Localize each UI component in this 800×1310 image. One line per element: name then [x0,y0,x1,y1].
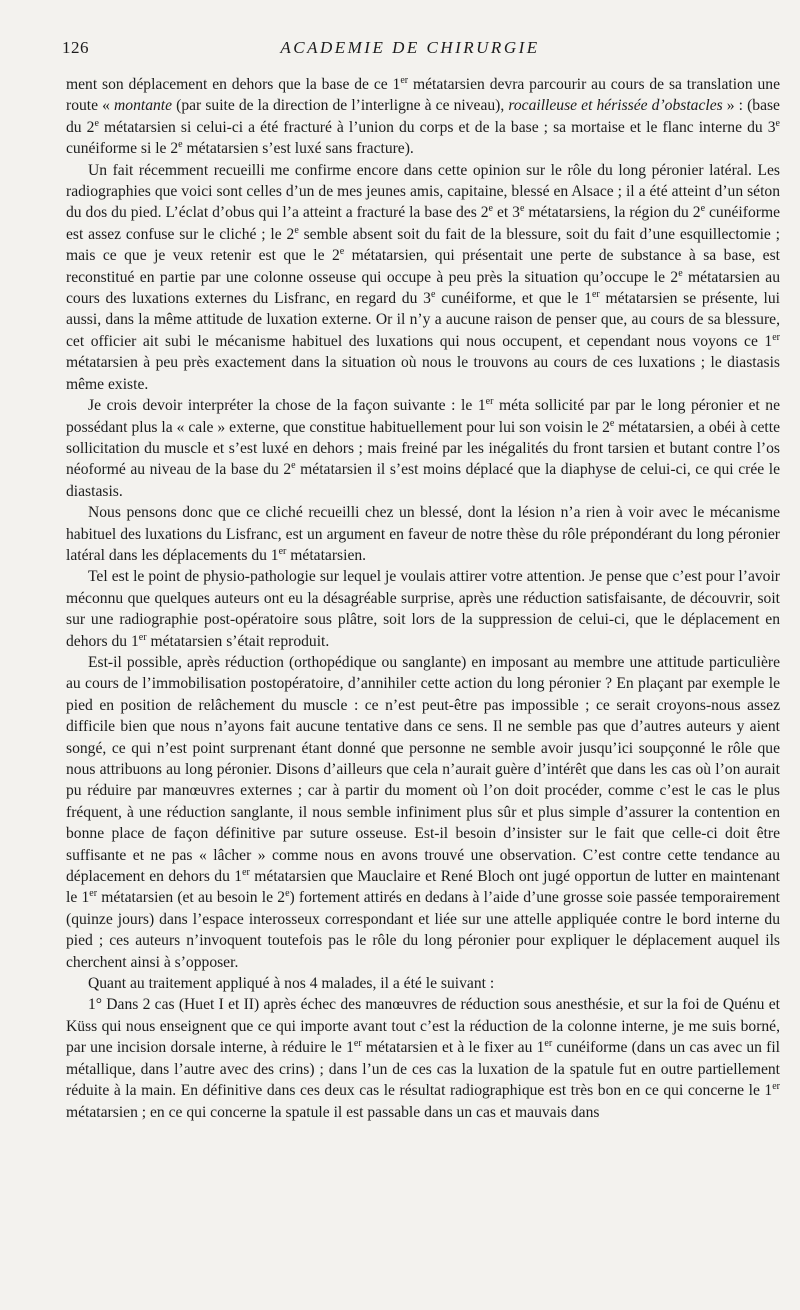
text-run: Tel est le point de physio-pathologie sur lequel je voulais attirer votre attention. Je pense que c’est pour l’avoir méconnu que quelques auteurs ont eu la désagréable surprise, après une réduction satisfaisante, de découvrir, soit sur une radiographie post-opératoire sous plâtre, soit lors de la suppression de celui-ci, que le déplacement en dehors du 1 [66,568,780,650]
paragraph-2 [66,160,780,395]
text-run: (par suite de la direction de l’interligne à ce niveau), [172,97,509,115]
paragraph-3 [66,395,780,502]
text-run: métatarsien se présente, lui aussi, dans la même attitude de luxation externe. Or il n’y a aucune raison de penser que, au cours de sa blessure, cet officier ait subi le mécanisme habituel des luxations qui nous occupent, et cependant nous voyons ce 1 [66,290,781,350]
superscript: e [519,203,525,215]
superscript: er [353,1038,362,1050]
text-run: et 3 [493,204,520,222]
page-header [62,38,758,60]
italic-text: rocailleuse et hérissée d’obstacles [508,97,723,115]
superscript: e [609,417,615,429]
superscript: e [291,460,296,472]
superscript: e [678,267,683,279]
paragraph-7 [66,973,780,994]
superscript: er [544,1038,553,1050]
paragraph-1 [66,74,780,160]
text-run: Un fait récemment recueilli me confirme encore dans cette opinion sur le rôle du long péronier latéral. Les radiographies que voici sont celles d’un de mes jeunes amis, capitaine, blessé en Alsace ; il a été atteint d’un séton du dos du pied. L’éclat d’obus qui l’a atteint a fracturé la base des 2 [66,161,780,222]
superscript: e [178,139,183,151]
paragraph-5 [66,566,780,652]
superscript: e [285,888,290,900]
text-run: Est-il possible, après réduction (orthopédique ou sanglante) en imposant au membre une attitude particulière au cours de l’immobilisation postopératoire, d’annihiler cette action du long péronier ? En plaçant par exemple le pied en position de relâchement du muscle : ce n’est peut-être pas impossible ; ce serait croyons-nous assez difficile bien que nous n’ayons fait aucune tentative dans ce sens. Il ne semble pas que d’autres auteurs y aient songé, ce qui n’est point surprenant étant donné que personne ne semble avoir jusqu’ici soupçonné le rôle que nous attribuons au long péronier. Disons d’ailleurs que cela n’aurait guère d’intérêt que dans les cas où l’on aurait pu réduire par manœuvres externes ; car à partir du moment où l’on doit procéder, comme c’est le cas le plus fréquent, à une réduction sanglante, il nous semble infiniment plus sûr et plus simple d’assurer la contention en bonne place de façon définitive par suture osseuse. Est-il besoin d’insister sur le fait que celle-ci doit être suffisante et ne pas « lâcher » comme nous en avons trouvé une observation. C’est contre cette tendance au déplacement en dehors du 1 [66,653,780,886]
page-number: 126 [62,38,89,57]
superscript: er [485,395,494,407]
text-run: cunéiforme, et que le 1 [435,290,592,308]
text-run: Nous pensons donc que ce cliché recueilli chez un blessé, dont la lésion n’a rien à voir avec le mécanisme habituel des luxations du Lisfranc, est un argument en faveur de notre thèse du rôle prépondérant du long péronier latéral dans les déplacements du 1 [66,504,780,564]
text-run: métatarsien. [286,546,367,564]
text-run: métatarsien devra parcourir au cours de sa translation une route « [66,76,780,115]
text-run: métatarsien, a obéi à cette sollicitation du muscle et s’est luxé en dehors ; mais freiné par les inégalités du front tarsien et butant contre l’os néoformé au niveau de la base du 2 [66,418,780,479]
body-text [66,74,780,1123]
italic-text: montante [114,97,173,115]
text-run: métatarsien il s’est moins déplacé que la diaphyse de celui-ci, ce qui crée le diastasis. [66,461,780,500]
text-run: cunéiforme si le 2 [66,140,179,158]
text-run: métatarsien si celui-ci a été fracturé à l’union du corps et de la base ; sa mortaise et le flanc interne du 3 [98,118,776,136]
superscript: e [775,117,780,129]
text-run: ) fortement attirés en dedans à l’aide d’une grosse soie passée temporairement (quinze jours) dans l’espace interosseux correspondant et liée sur une attelle appliquée contre le bord interne du pied ; ces auteurs n’invoquent toutefois pas le rôle du long péronier pour expliquer le déplacement auquel ils cherchent ainsi à s’opposer. [66,889,780,971]
text-run: métatarsien que Mauclaire et René Bloch ont jugé opportun de lutter en maintenant le 1 [66,868,780,907]
running-title: ACADEMIE DE CHIRURGIE [280,38,540,57]
superscript: er [242,866,250,878]
superscript: er [591,288,600,300]
superscript: er [278,545,287,557]
text-run: cunéiforme (dans un cas avec un fil métallique, dans l’autre avec des crins) ; dans l’un de ces cas la luxation de la spatule fut en outre partiellement réduite à la main. En définitive dans ces deux cas le résultat radiographique est très bon en ce qui concerne le 1 [66,1039,780,1100]
text-run: métatarsien et à le fixer au 1 [361,1039,545,1057]
paragraph-6 [66,652,780,973]
paragraph-4 [66,502,780,566]
superscript: er [772,331,780,343]
paragraph-8 [66,994,780,1122]
text-run: 1° Dans 2 cas (Huet I et II) après échec des manœuvres de réduction sous anesthésie, et sur la foi de Quénu et Küss qui nous enseignent que ce qui importe avant tout c’est la réduction de la colonne interne, je me suis borné, par une incision dorsale interne, à réduire le 1 [66,996,780,1057]
superscript: e [488,203,493,215]
text-run: métatarsien s’était reproduit. [146,632,330,650]
text-run: semble absent soit du fait de la blessure, soit du fait d’une esquillectomie ; mais ce que je veux retenir est que le 2 [66,225,780,265]
superscript: e [94,117,99,129]
superscript: e [294,224,299,236]
text-run: métatarsiens, la région du 2 [524,204,701,222]
superscript: er [89,888,98,900]
superscript: er [772,1080,780,1092]
text-run: métatarsien, qui présentait une perte de substance à sa base, est reconstitué en partie par une colonne osseuse qui occupe à peu près la situation qu’occupe le 2 [66,247,780,286]
text-run: ment son déplacement en dehors que la base de ce 1 [66,76,401,93]
superscript: e [339,246,345,258]
superscript: er [138,631,147,643]
superscript: e [700,203,706,215]
superscript: e [430,288,436,300]
text-run: Quant au traitement appliqué à nos 4 malades, il a été le suivant : [88,975,495,993]
text-run: métatarsien à peu près exactement dans la situation où nous le trouvons au cours de ces luxations ; le diastasis même existe. [66,354,780,393]
text-run: métatarsien (et au besoin le 2 [97,889,286,907]
text-run: métatarsien au cours des luxations externes du Lisfranc, en regard du 3 [66,268,780,308]
superscript: er [400,74,409,86]
text-run: métatarsien ; en ce qui concerne la spatule il est passable dans un cas et mauvais dans [66,1103,600,1121]
text-run: cunéiforme est assez confuse sur le cliché ; le 2 [66,204,780,243]
text-run: Je crois devoir interpréter la chose de la façon suivante : le 1 [88,397,486,415]
text-run: métatarsien s’est luxé sans fracture). [182,140,414,158]
text-run: méta sollicité par par le long péronier et ne possédant plus la « cale » externe, que constitue habituellement pour lui son voisin le 2 [66,397,781,436]
text-run: » : (base du 2 [66,97,780,136]
